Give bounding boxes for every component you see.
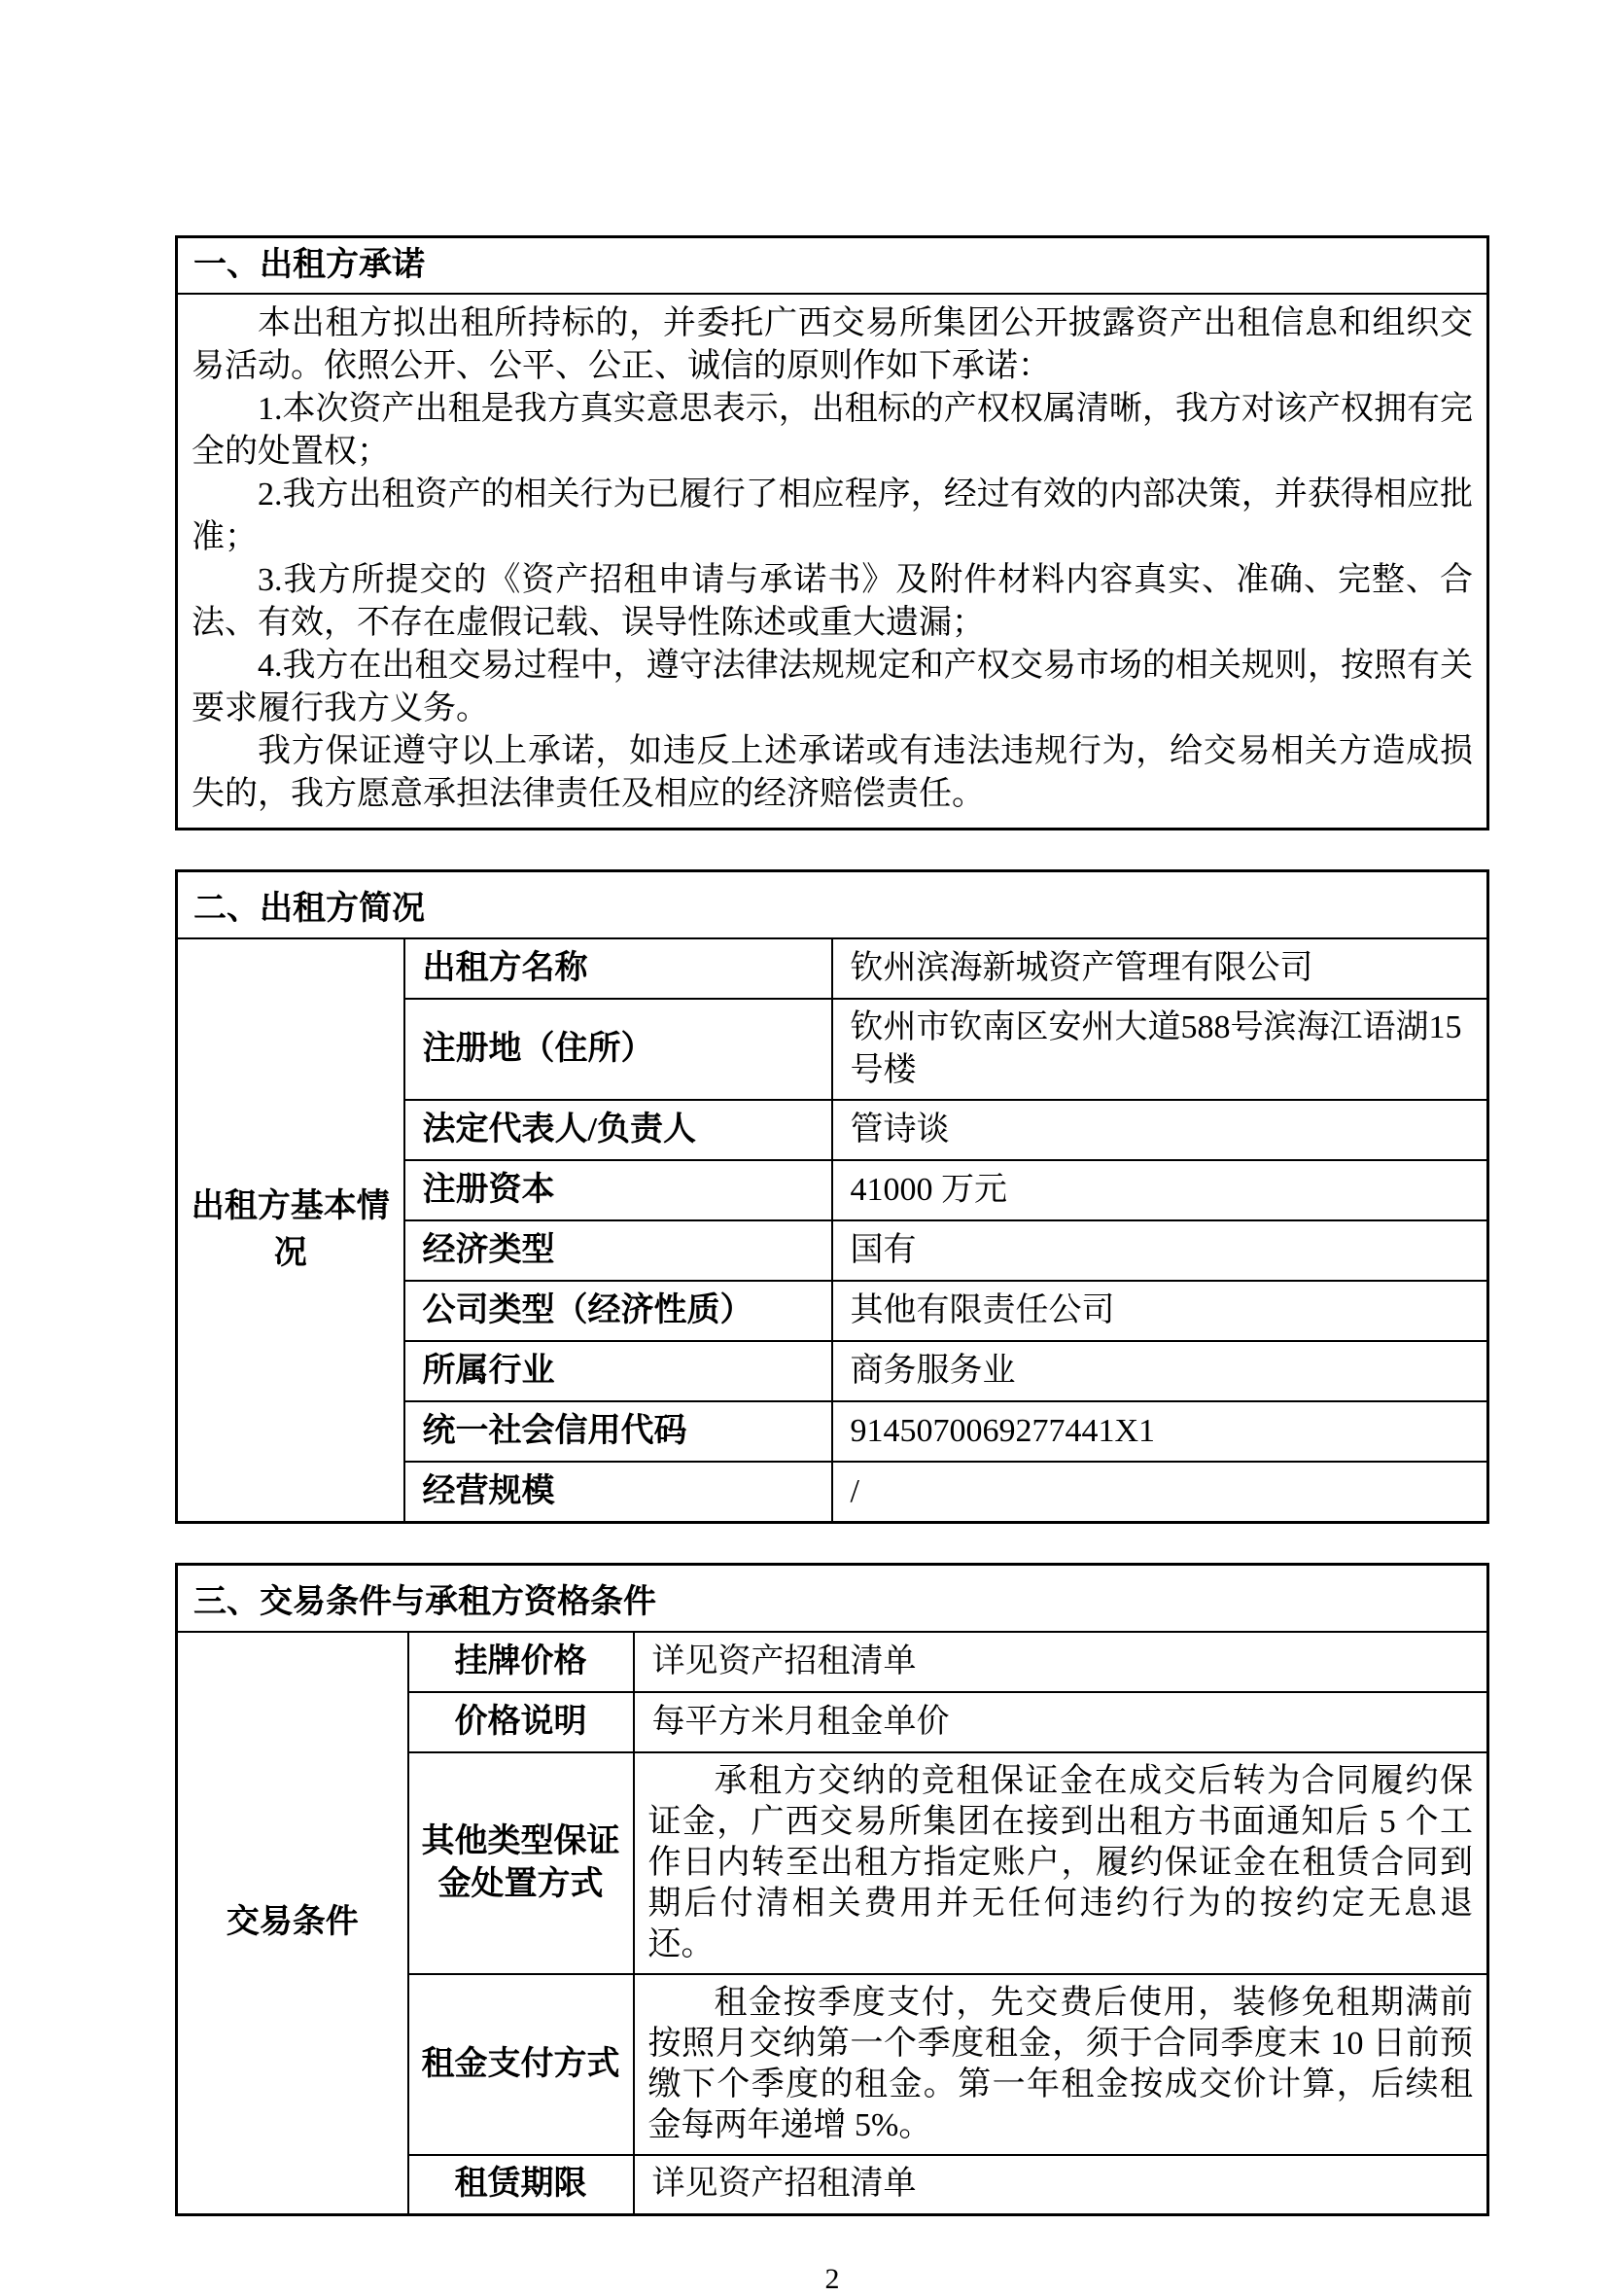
commitment-paragraph: 本出租方拟出租所持标的，并委托广西交易所集团公开披露资产出租信息和组织交易活动。依照公开、公平、公正、诚信的原则作如下承诺： (192, 305, 1473, 384)
row-label-cell: 所属行业 (404, 1341, 832, 1401)
section1-body (178, 295, 1486, 828)
table-row (177, 1632, 1488, 1692)
row-value-cell (634, 1752, 1488, 1974)
commitment-paragraph: 2.我方出租资产的相关行为已履行了相应程序，经过有效的内部决策，并获得相应批准； (192, 477, 1473, 555)
section3-header-row (177, 1564, 1488, 1632)
row-label-cell: 价格说明 (408, 1692, 634, 1752)
document-content (175, 235, 1489, 2296)
row-label-cell: 公司类型（经济性质） (404, 1281, 832, 1341)
row-value-cell: 钦州滨海新城资产管理有限公司 (832, 938, 1488, 999)
commitment-paragraph: 我方保证遵守以上承诺，如违反上述承诺或有违法违规行为，给交易相关方造成损失的，我方愿意承担法律责任及相应的经济赔偿责任。 (192, 733, 1473, 812)
row-label-cell: 出租方名称 (404, 938, 832, 999)
page-number: 2 (824, 2263, 840, 2295)
condition-paragraph: 承租方交纳的竞租保证金在成交后转为合同履约保证金，广西交易所集团在接到出租方书面通知后 5 个工作日内转至出租方指定账户，履约保证金在租赁合同到期后付清相关费用并无任何违约行为的按约定无息退还。 (647, 1762, 1473, 1962)
table-row (177, 938, 1488, 999)
row-label-cell: 租赁期限 (408, 2155, 634, 2215)
row-value-cell: 详见资产招租清单 (634, 2155, 1488, 2215)
section2-header-row (177, 871, 1488, 939)
row-label-cell: 其他类型保证金处置方式 (408, 1752, 634, 1974)
section2-title: 二、出租方简况 (177, 871, 1488, 939)
commitment-paragraph: 4.我方在出租交易过程中，遵守法律法规规定和产权交易市场的相关规则，按照有关要求履行我方义务。 (192, 648, 1473, 726)
row-label-cell: 挂牌价格 (408, 1632, 634, 1692)
row-value-cell: 国有 (832, 1220, 1488, 1281)
section3-title: 三、交易条件与承租方资格条件 (177, 1564, 1488, 1632)
row-value-cell: 详见资产招租清单 (634, 1632, 1488, 1692)
row-label-cell: 经济类型 (404, 1220, 832, 1281)
row-value-cell: 41000 万元 (832, 1160, 1488, 1220)
row-label-cell: 经营规模 (404, 1462, 832, 1522)
row-value-cell: 每平方米月租金单价 (634, 1692, 1488, 1752)
row-label-cell: 统一社会信用代码 (404, 1401, 832, 1462)
row-value-cell: / (832, 1462, 1488, 1522)
row-label-cell: 注册地（住所） (404, 999, 832, 1100)
group-label-cell: 交易条件 (177, 1632, 408, 2215)
row-value-cell: 9145070069277441X1 (832, 1401, 1488, 1462)
row-label-cell: 租金支付方式 (408, 1974, 634, 2155)
section-lessor-profile-table (175, 869, 1489, 1524)
commitment-paragraph: 1.本次资产出租是我方真实意思表示，出租标的产权权属清晰，我方对该产权拥有完全的处置权； (192, 391, 1473, 470)
section-transaction-conditions-table (175, 1563, 1489, 2217)
row-value-cell (634, 1974, 1488, 2155)
condition-paragraph: 租金按季度支付，先交费后使用，装修免租期满前按照月交纳第一个季度租金，须于合同季度末 10 日前预缴下个季度的租金。第一年租金按成交价计算，后续租金每两年递增 5%。 (647, 1984, 1473, 2143)
row-value-cell: 商务服务业 (832, 1341, 1488, 1401)
row-value-cell: 钦州市钦南区安州大道588号滨海江语湖15号楼 (832, 999, 1488, 1100)
row-value-cell: 其他有限责任公司 (832, 1281, 1488, 1341)
row-label-cell: 注册资本 (404, 1160, 832, 1220)
section1-title: 一、出租方承诺 (178, 238, 1486, 295)
section-lessor-commitment (175, 235, 1489, 830)
group-label-cell: 出租方基本情况 (177, 938, 404, 1522)
row-label-cell: 法定代表人/负责人 (404, 1100, 832, 1160)
row-value-cell: 管诗谈 (832, 1100, 1488, 1160)
commitment-paragraph: 3.我方所提交的《资产招租申请与承诺书》及附件材料内容真实、准确、完整、合法、有效，不存在虚假记载、误导性陈述或重大遗漏； (192, 562, 1473, 641)
